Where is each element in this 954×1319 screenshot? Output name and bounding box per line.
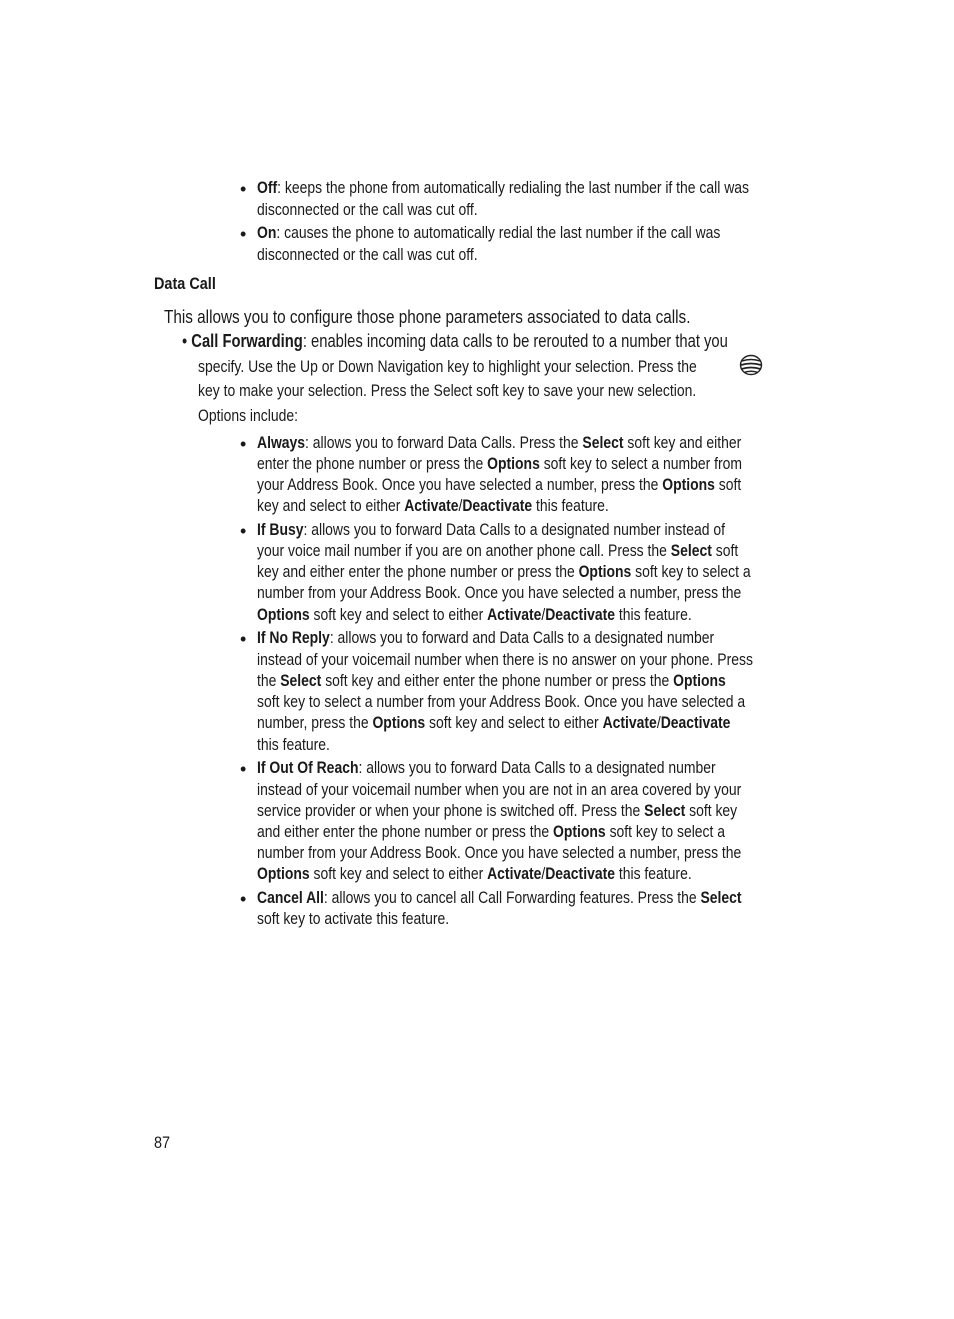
always-line3 [257, 475, 741, 495]
section-intro: This allows you to configure those phone parameters associated to data calls. [164, 307, 691, 327]
if-no-reply-line2: instead of your voicemail number when there is no answer on your phone. Press [257, 650, 753, 669]
page-number: 87 [154, 1133, 171, 1152]
text: the [257, 671, 281, 690]
section-heading: Data Call [154, 274, 216, 293]
bullet-marker: • [240, 759, 247, 779]
text: this feature. [614, 864, 692, 883]
att-globe-icon [739, 354, 763, 376]
text: this feature. [614, 605, 692, 624]
if-no-reply-line1 [257, 628, 714, 648]
term: Select [670, 541, 712, 560]
text: : enables incoming data calls to be rerouted to a number that you [302, 331, 728, 351]
bullet-marker: • [240, 179, 247, 199]
call-forwarding-line4: Options include: [198, 406, 298, 425]
term: If Out Of Reach [257, 758, 359, 777]
term: Options [487, 454, 540, 473]
if-out-of-reach-line1 [257, 758, 716, 778]
term: Deactivate [545, 864, 615, 883]
term: Select [700, 888, 742, 907]
call-forwarding-line1 [182, 331, 728, 352]
text: your voice mail number if you are on another phone call. Press the [257, 541, 671, 560]
if-no-reply-line6: this feature. [257, 735, 330, 754]
text: / [656, 713, 661, 732]
text: service provider or when your phone is switched off. Press the [257, 801, 645, 820]
if-no-reply-line3 [257, 671, 726, 691]
text: soft key [685, 801, 738, 820]
term: Options [662, 475, 715, 494]
term: Options [372, 713, 426, 732]
text: : allows you to forward Data Calls to a designated number instead of [303, 520, 726, 539]
if-out-of-reach-line4 [257, 822, 725, 842]
bullet-marker: • [240, 521, 247, 541]
text: : allows you to forward Data Calls to a designated number [358, 758, 716, 777]
text: key and either enter the phone number or press the [257, 562, 579, 581]
text: : allows you to forward Data Calls. Press the [305, 433, 583, 452]
always-line2 [257, 454, 742, 474]
text: : causes the phone to automatically redial the last number if the call was [276, 223, 721, 242]
bullet-marker: • [240, 889, 247, 909]
always-line4 [257, 496, 609, 516]
term: Activate [602, 713, 657, 732]
bullet-marker: • [240, 434, 247, 454]
term: Always [257, 433, 306, 452]
text: this feature. [532, 496, 609, 515]
if-busy-line5 [257, 605, 692, 625]
text: number, press the [257, 713, 373, 732]
text: soft key and select to either [309, 864, 488, 883]
term: Select [644, 801, 686, 820]
text: soft key and select to either [425, 713, 603, 732]
term: Activate [487, 864, 542, 883]
term: Options [578, 562, 632, 581]
text: soft [711, 541, 739, 560]
if-busy-line4: number from your Address Book. Once you have selected a number, press the [257, 583, 742, 602]
if-busy-line2 [257, 541, 738, 561]
term: Cancel All [257, 888, 324, 907]
bullet-marker: • [182, 331, 188, 351]
text: and either enter the phone number or press the [257, 822, 554, 841]
always-line1 [257, 433, 741, 453]
text: soft key to select a [631, 562, 751, 581]
cancel-all-line2: soft key to activate this feature. [257, 909, 450, 928]
term: If Busy [257, 520, 304, 539]
text: : allows you to forward and Data Calls to a designated number [329, 628, 715, 647]
bullet-off-line2: disconnected or the call was cut off. [257, 200, 478, 219]
text: key and select to either [257, 496, 405, 515]
text: soft [714, 475, 742, 494]
term-call-forwarding: Call Forwarding [191, 331, 303, 351]
if-no-reply-line4: soft key to select a number from your Address Book. Once you have selected a [257, 692, 746, 711]
text: / [541, 605, 546, 624]
term-off: Off [257, 178, 278, 197]
text: / [458, 496, 463, 515]
bullet-on-line1 [257, 223, 720, 243]
if-out-of-reach-line3 [257, 801, 737, 821]
term-on: On [257, 223, 277, 242]
term: Options [673, 671, 726, 690]
term: Options [553, 822, 606, 841]
term: Activate [487, 605, 542, 624]
bullet-off-line1 [257, 178, 749, 198]
bullet-marker: • [240, 629, 247, 649]
if-busy-line1 [257, 520, 725, 540]
text: : allows you to cancel all Call Forwarding features. Press the [323, 888, 701, 907]
text: / [541, 864, 546, 883]
term: Deactivate [660, 713, 731, 732]
text: soft key and either enter the phone number or press the [321, 671, 674, 690]
term: Activate [404, 496, 459, 515]
if-out-of-reach-line2: instead of your voicemail number when you are not in an area covered by your [257, 780, 742, 799]
text: soft key to select a [605, 822, 726, 841]
term: Deactivate [462, 496, 533, 515]
if-busy-line3 [257, 562, 751, 582]
text: enter the phone number or press the [257, 454, 488, 473]
call-forwarding-line3: key to make your selection. Press the Select soft key to save your new selection. [198, 381, 697, 400]
term: Options [257, 864, 310, 883]
call-forwarding-line2: specify. Use the Up or Down Navigation key to highlight your selection. Press the [198, 357, 697, 376]
text: : keeps the phone from automatically redialing the last number if the call was [277, 178, 750, 197]
if-out-of-reach-line6 [257, 864, 692, 884]
text: soft key and select to either [309, 605, 488, 624]
term: Deactivate [545, 605, 615, 624]
text: your Address Book. Once you have selected a number, press the [257, 475, 663, 494]
term: Select [280, 671, 322, 690]
if-no-reply-line5 [257, 713, 730, 733]
bullet-on-line2: disconnected or the call was cut off. [257, 245, 478, 264]
if-out-of-reach-line5: number from your Address Book. Once you have selected a number, press the [257, 843, 742, 862]
term: If No Reply [257, 628, 330, 647]
cancel-all-line1 [257, 888, 742, 908]
text: soft key and either [623, 433, 742, 452]
term: Select [582, 433, 624, 452]
text: soft key to select a number from [539, 454, 743, 473]
bullet-marker: • [240, 224, 247, 244]
term: Options [257, 605, 310, 624]
